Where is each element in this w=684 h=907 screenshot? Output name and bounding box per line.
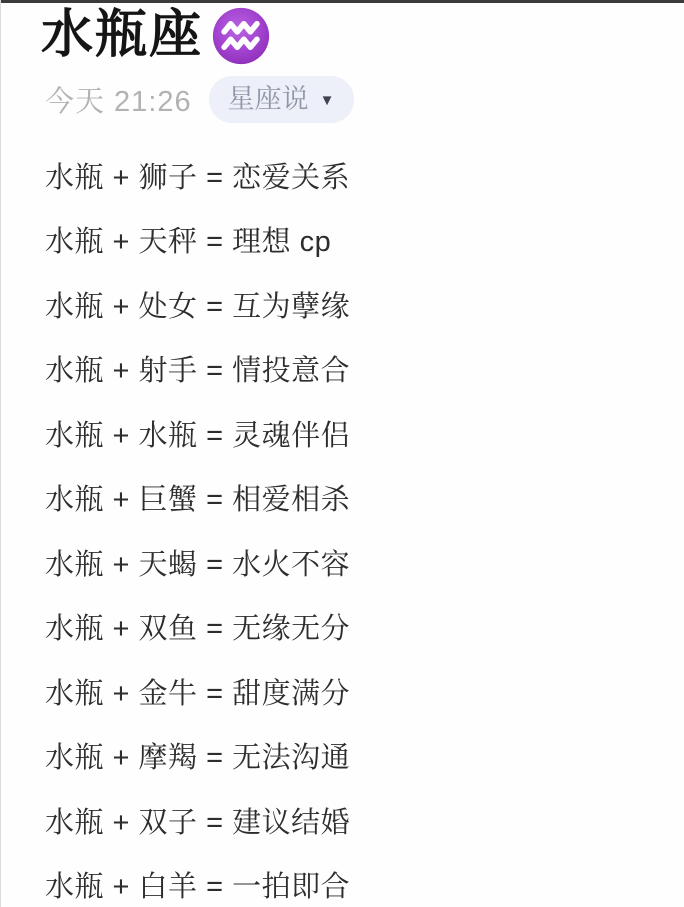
pairing-text: 水瓶 + 处女 = 互为孽缘 <box>45 290 351 323</box>
topic-tag-label: 星座说 <box>227 84 309 114</box>
topic-tag-button[interactable] <box>209 76 354 123</box>
pairing-row <box>45 788 684 853</box>
pairing-text: 水瓶 + 摩羯 = 无法沟通 <box>45 742 351 775</box>
pairing-row <box>45 466 684 531</box>
pairing-text: 水瓶 + 双子 = 建议结婚 <box>45 806 351 839</box>
pairing-row <box>45 530 684 595</box>
screen-top-divider <box>1 0 684 3</box>
pairing-row <box>45 724 684 789</box>
pairing-text: 水瓶 + 狮子 = 恋爱关系 <box>45 161 351 194</box>
pairing-row <box>45 401 684 466</box>
pairing-text: 水瓶 + 巨蟹 = 相爱相杀 <box>45 484 351 517</box>
aquarius-icon <box>211 6 271 66</box>
post-meta <box>45 76 684 123</box>
pairing-text: 水瓶 + 金牛 = 甜度满分 <box>45 677 351 710</box>
pairing-row <box>45 853 684 907</box>
pairing-text: 水瓶 + 水瓶 = 灵魂伴侣 <box>45 419 351 452</box>
pairing-text: 水瓶 + 天秤 = 理想 cp <box>45 226 332 259</box>
chevron-down-icon: ▼ <box>319 91 335 109</box>
pairing-row <box>45 208 684 273</box>
pairing-text: 水瓶 + 双鱼 = 无缘无分 <box>45 613 351 646</box>
pairing-row <box>45 143 684 208</box>
pairing-row <box>45 337 684 402</box>
pairing-row <box>45 272 684 337</box>
pairing-text: 水瓶 + 白羊 = 一拍即合 <box>45 871 351 904</box>
pairing-row <box>45 659 684 724</box>
pairing-text: 水瓶 + 天蝎 = 水火不容 <box>45 548 351 581</box>
pairing-list <box>1 143 684 907</box>
pairing-row <box>45 595 684 660</box>
post-title: 水瓶座 <box>41 6 204 65</box>
post-header <box>1 0 684 66</box>
pairing-text: 水瓶 + 射手 = 情投意合 <box>45 355 351 388</box>
timestamp: 今天 21:26 <box>45 86 192 119</box>
